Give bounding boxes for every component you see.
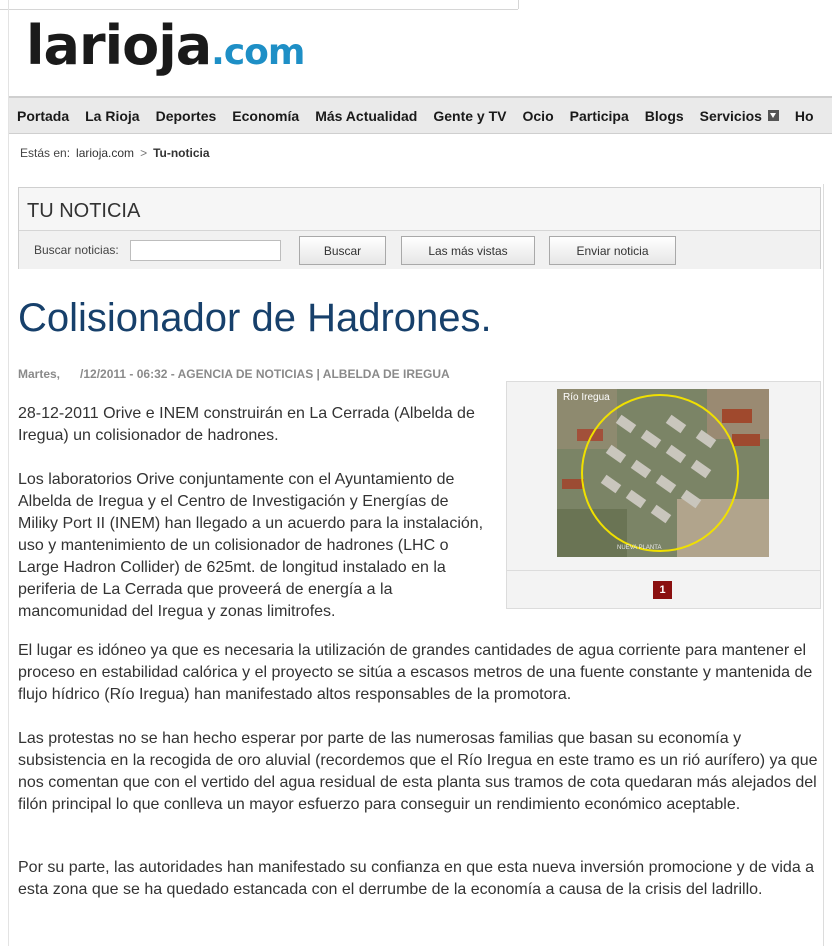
photo-gallery [506,381,821,609]
breadcrumb-separator: > [140,146,148,160]
search-label: Buscar noticias: [34,243,119,257]
aerial-photo[interactable] [557,389,769,557]
search-input[interactable] [130,240,281,261]
gallery-divider [507,570,820,571]
photo-caption: Río Iregua [563,392,610,403]
article-headline: Colisionador de Hadrones. [18,296,492,340]
tu-noticia-title: TU NOTICIA [27,200,141,222]
nav-item-portada[interactable]: Portada [17,107,70,124]
breadcrumb [20,146,210,160]
article-paragraph-2: Los laboratorios Orive conjuntamente con el Ayuntamiento de Albelda de Iregua y el Centro de Investigación y Energías de Miliky Port II (INEM) han llegado a un acuerdo para la instalación, uso y mantenimiento de un colisionador de hadrones (LHC o Large Hadron Collider) de 625mt. de longitud instalado en la periferia de La Cerrada que proveerá de energía a la mancomunidad del Iregua y zonas limitrofes. [18,471,484,620]
nav-item-la-rioja[interactable]: La Rioja [85,107,140,124]
article-meta: Martes, /12/2011 - 06:32 - AGENCIA DE NOTICIAS | ALBELDA DE IREGUA [18,367,450,381]
nav-item-blogs[interactable]: Blogs [644,107,684,124]
nav-item-servicios[interactable] [692,108,787,124]
nav-item-economia[interactable]: Economía [232,107,300,124]
send-news-button[interactable]: Enviar noticia [549,236,676,265]
tu-noticia-panel [18,187,821,269]
nav-item-ocio[interactable]: Ocio [522,107,554,124]
top-strip-divider [518,0,519,9]
map-label: NUEVA PLANTA [617,545,662,551]
top-strip [0,0,518,10]
nav-item-deportes[interactable]: Deportes [155,107,217,124]
nav-item-participa[interactable]: Participa [569,107,629,124]
breadcrumb-prefix: Estás en: [20,146,71,160]
search-button[interactable]: Buscar [299,236,386,265]
nav-item-gente-y-tv[interactable]: Gente y TV [433,107,507,124]
article-paragraph-1: 28-12-2011 Orive e INEM construirán en La Cerrada (Albelda de Iregua) un colisionador de hadrones. [18,405,475,444]
main-nav [9,96,832,134]
article-paragraph-5: Por su parte, las autoridades han manifestado su confianza en que esta nueva inversión promocione y de vida a esta zona que se ha quedado estancada con el derrumbe de la economía a causa de la crisis del ladrillo. [18,859,815,898]
logo-domain-text: .com [211,32,305,73]
aerial-map-image [557,389,769,557]
article-paragraph-4: Las protestas no se han hecho esperar por parte de las numerosas familias que basan su economía y subsistencia en la recogida de oro aluvial (recordemos que el Río Iregua en este tramo es un rió aurífero) ya que nos comentan que con el vertido del agua residual de esta planta sus tramos de cota quedaran más alejados del filón principal lo que conlleva un mayor esfuerzo para conseguir un rendimiento económico aceptable. [18,730,818,813]
breadcrumb-home-link[interactable]: larioja.com [76,146,135,160]
article-paragraph-3: El lugar es idóneo ya que es necesaria la utilización de grandes cantidades de agua corriente para mantener el proceso en estabilidad calórica y el proyecto se sitúa a escasos metros de una fuente constante y mantenida de flujo hídrico (Río Iregua) han manifestado altos responsables de la promotora. [18,642,813,703]
site-logo[interactable] [26,14,304,94]
breadcrumb-current: Tu-noticia [153,146,210,160]
gallery-page-button[interactable]: 1 [653,581,672,599]
logo-main-text: larioja [26,14,212,77]
chevron-down-icon[interactable] [768,110,779,121]
page-edge [8,0,9,946]
content-divider [823,184,824,946]
most-viewed-button[interactable]: Las más vistas [401,236,535,265]
nav-item-mas-actualidad[interactable]: Más Actualidad [315,107,418,124]
nav-item-ho[interactable]: Ho [794,107,814,124]
tu-noticia-toolbar [19,230,820,269]
nav-item-servicios-label: Servicios [699,107,762,124]
